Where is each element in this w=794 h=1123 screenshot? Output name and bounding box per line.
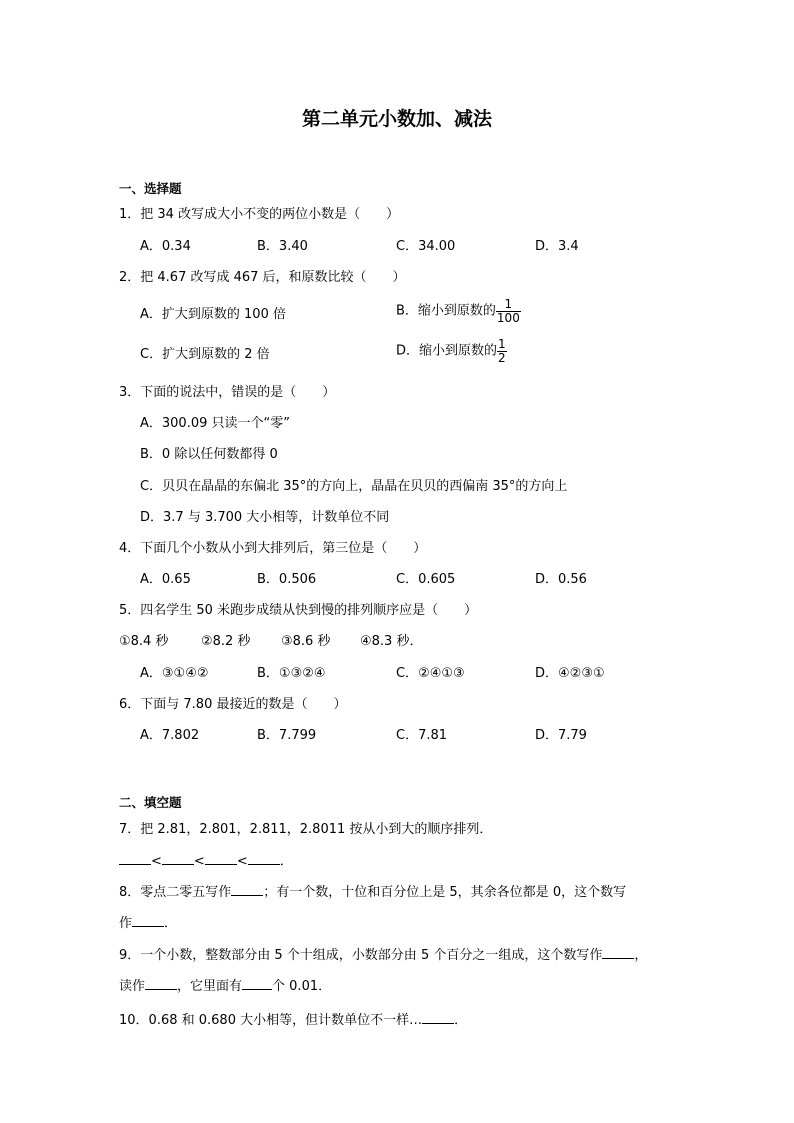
question-5-option-b: B．①③②④: [257, 666, 326, 681]
answer-blank[interactable]: [145, 977, 177, 990]
fraction-one-hundredth: [496, 298, 521, 325]
question-7-stem: 7．把 2.81，2.801，2.811，2.8011 按从小到大的顺序排列．: [119, 822, 493, 837]
question-9-text: ，: [634, 948, 648, 963]
question-2-stem: 2．把 4.67 改写成 467 后，和原数比较（ ）: [119, 270, 406, 285]
question-3-option-d: D．3.7 与 3.700 大小相等，计数单位不同: [140, 510, 390, 525]
question-1-option-d: D．3.4: [535, 239, 579, 254]
answer-blank[interactable]: [248, 852, 280, 865]
question-1-option-c: C．34.00: [396, 239, 456, 254]
fraction-one-half: [497, 338, 507, 365]
answer-blank[interactable]: [602, 946, 634, 959]
question-6-option-c: C．7.81: [396, 728, 448, 743]
question-2-option-b-text: B．缩小到原数的: [396, 303, 496, 319]
question-9-text: ，它里面有: [177, 979, 243, 994]
question-6-option-a: A．7.802: [140, 728, 200, 743]
less-than-sign: <: [193, 854, 205, 869]
question-8-text: ；有一个数，十位和百分位上是 5，其余各位都是 0，这个数写: [263, 885, 627, 900]
question-9-line-2: [119, 977, 331, 996]
period: ．: [164, 916, 178, 931]
fraction-denominator: 100: [496, 311, 520, 325]
question-4-option-b: B．0.506: [257, 572, 317, 587]
question-3-stem: 3．下面的说法中，错误的是（ ）: [119, 385, 336, 400]
question-4-option-a: A．0.65: [140, 572, 191, 587]
question-8-text: 作: [119, 916, 133, 931]
question-8-line-2: [119, 914, 177, 933]
question-8-text: 8．零点二零五写作: [119, 885, 232, 900]
question-4-stem: 4．下面几个小数从小到大排列后，第三位是（ ）: [119, 541, 427, 556]
answer-blank[interactable]: [132, 914, 164, 927]
question-7-answer-line: [119, 852, 293, 871]
fraction-numerator: 1: [504, 297, 513, 311]
period: ．: [454, 1013, 468, 1028]
question-2-option-b: [396, 298, 521, 325]
question-6-option-b: B．7.799: [257, 728, 317, 743]
question-2-option-d-text: D．缩小到原数的: [396, 343, 498, 359]
less-than-sign: <: [151, 854, 162, 869]
question-9-text: 个 0.01．: [272, 979, 332, 994]
question-5-option-a: A．③①④②: [140, 666, 209, 681]
question-3-option-c: C．贝贝在晶晶的东偏北 35°的方向上，晶晶在贝贝的西偏南 35°的方向上: [140, 479, 568, 494]
answer-blank[interactable]: [205, 852, 237, 865]
question-4-option-d: D．0.56: [535, 572, 587, 587]
question-1-option-b: B．3.40: [257, 239, 308, 254]
answer-blank[interactable]: [422, 1011, 454, 1024]
question-6-stem: 6．下面与 7.80 最接近的数是（ ）: [119, 697, 347, 712]
answer-blank[interactable]: [242, 977, 272, 990]
page-title: 第二单元小数加、减法: [301, 108, 492, 130]
question-4-option-c: C．0.605: [396, 572, 456, 587]
question-2-option-c: C．扩大到原数的 2 倍: [140, 347, 270, 362]
question-5-item-3: ③8.6 秒: [281, 634, 331, 649]
period: ．: [279, 854, 293, 869]
question-5-item-4: ④8.3 秒．: [360, 634, 423, 649]
question-9-text: 9．一个小数，整数部分由 5 个十组成，小数部分由 5 个百分之一组成，这个数写作: [119, 948, 603, 963]
question-5-item-2: ②8.2 秒: [201, 634, 251, 649]
question-9-line-1: [119, 946, 647, 965]
answer-blank[interactable]: [162, 852, 194, 865]
question-3-option-b: B．0 除以任何数都得 0: [140, 447, 278, 462]
question-6-option-d: D．7.79: [535, 728, 587, 743]
fraction-denominator: 2: [498, 351, 506, 365]
question-8-line-1: [119, 883, 626, 902]
less-than-sign: <: [236, 854, 248, 869]
question-5-option-c: C．②④①③: [396, 666, 465, 681]
section-heading-fill: 二、填空题: [119, 795, 182, 810]
question-2-option-d: [396, 338, 507, 365]
question-10-text: 10．0.68 和 0.680 大小相等，但计数单位不一样…: [119, 1013, 423, 1028]
question-5-option-d: D．④②③①: [535, 666, 605, 681]
answer-blank[interactable]: [119, 852, 151, 865]
answer-blank[interactable]: [231, 883, 263, 896]
question-9-text: 读作: [119, 979, 146, 994]
fraction-numerator: 1: [498, 337, 506, 351]
question-5-stem: 5．四名学生 50 米跑步成绩从快到慢的排列顺序应是（ ）: [119, 603, 478, 618]
question-2-option-a: A．扩大到原数的 100 倍: [140, 307, 286, 322]
section-heading-choice: 一、选择题: [119, 181, 182, 196]
question-1-stem: 1．把 34 改写成大小不变的两位小数是（ ）: [119, 207, 400, 222]
question-1-option-a: A．0.34: [140, 239, 191, 254]
question-3-option-a: A．300.09 只读一个“零”: [140, 416, 290, 431]
question-10-line: [119, 1011, 467, 1030]
question-5-item-1: ①8.4 秒: [119, 634, 169, 649]
